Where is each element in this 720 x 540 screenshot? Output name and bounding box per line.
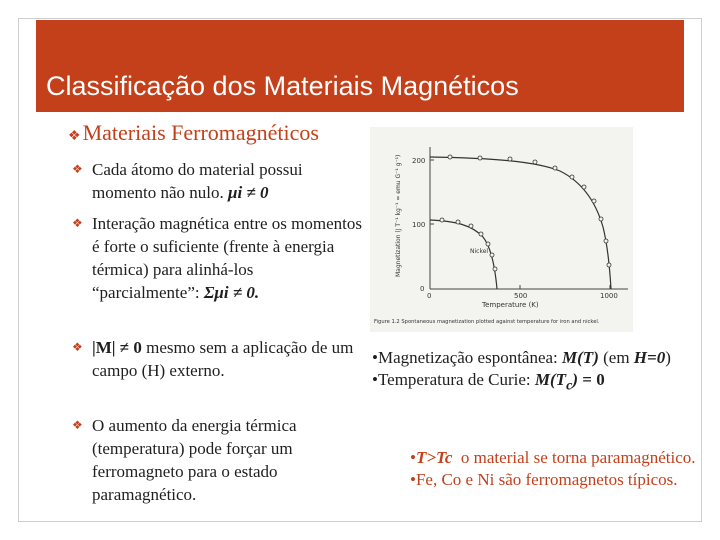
right-bullet-2: •Temperatura de Curie: $M(T_c) = 0$	[372, 370, 605, 394]
slide-title: Classificação dos Materiais Magnéticos	[46, 71, 519, 101]
bullet-text: Interação magnética entre os momentos é forte o suficiente (frente à energia térmica) para alinhá-los “parcialmente”:	[92, 214, 362, 302]
bullet-item-3	[72, 336, 362, 382]
bullet-icon: ❖	[72, 340, 83, 354]
x-axis-title: Temperature (K)	[482, 301, 539, 309]
sub-bullet-2: •Fe, Co e Ni são ferromagnetos típicos.	[410, 470, 678, 489]
figure-caption: Figure 1.2 Spontaneous magnetization plotted against temperature for iron and nickel.	[374, 319, 600, 325]
bullet-formula: μi ≠ 0	[227, 183, 269, 202]
bullet-text: O aumento da energia térmica (temperatura) pode forçar um ferromagneto para o estado paramagnético.	[92, 416, 297, 504]
magnetization-figure	[370, 127, 633, 332]
right-bullets	[372, 347, 692, 396]
bullet-text: mesmo sem a aplicação de um campo (H) externo.	[92, 338, 354, 380]
bullet-icon: ❖	[72, 216, 83, 230]
right-bullet-1: •Magnetização espontânea: M(T) (em H=0)	[372, 348, 671, 367]
y-tick-label: 0	[420, 285, 425, 293]
sub-bullet-1: •T>Tc o material se torna paramagnético.	[410, 448, 696, 467]
bullet-item-4	[72, 414, 362, 506]
section-heading	[68, 120, 319, 146]
bullet-item-1	[72, 158, 362, 204]
magnetization-plot	[370, 127, 633, 332]
bullet-item-2	[72, 212, 362, 304]
bullet-formula: Σμi ≠ 0.	[203, 283, 260, 302]
bullet-text: Cada átomo do material possui momento não nulo.	[92, 160, 303, 202]
y-tick-label: 200	[412, 157, 426, 165]
bullet-icon: ❖	[68, 129, 81, 144]
bullet-icon: ❖	[72, 418, 83, 432]
x-tick-label: 0	[427, 292, 432, 300]
bullet-formula: |M| ≠ 0	[92, 338, 142, 357]
y-tick-label: 100	[412, 221, 426, 229]
sub-bullets	[410, 447, 700, 491]
heading-text: Materiais Ferromagnéticos	[82, 120, 319, 145]
nickel-label: Nickel	[470, 248, 489, 255]
x-tick-label: 500	[514, 292, 528, 300]
bullet-icon: ❖	[72, 162, 83, 176]
title-bar	[36, 20, 684, 112]
x-tick-label: 1000	[600, 292, 618, 300]
y-axis-title: Magnetization (J T⁻¹ kg⁻¹ = emu G⁻¹ g⁻¹)	[395, 154, 402, 277]
